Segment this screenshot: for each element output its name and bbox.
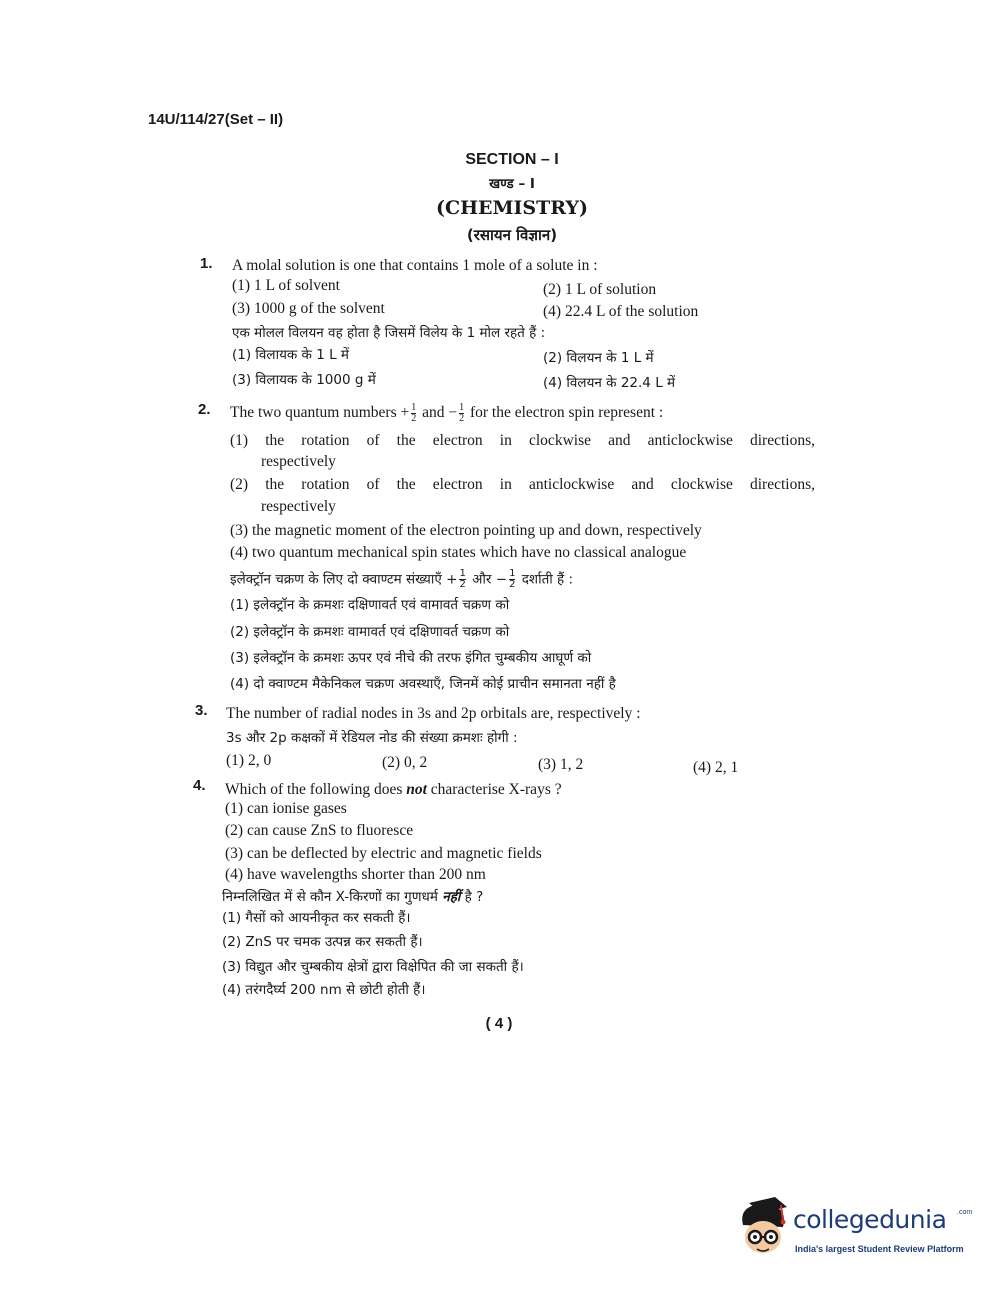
collegedunia-logo[interactable] (735, 1195, 973, 1265)
option: (1) 1 L of solvent (232, 277, 340, 294)
question-text (225, 780, 562, 800)
page-number: ( 4 ) (485, 1015, 513, 1032)
text: Which of the following does (225, 781, 407, 798)
question-text-hindi (230, 569, 573, 590)
emphasis-not: नहीं (442, 889, 461, 905)
numerator: 1 (459, 402, 465, 413)
option: (4) 22.4 L of the solution (543, 303, 699, 320)
text: for the electron spin represent : (466, 404, 664, 422)
option: (1) the rotation of the electron in clockwise and anticlockwise directions, (230, 432, 815, 449)
option-continuation: respectively (261, 498, 336, 515)
subject-title: (CHEMISTRY) (435, 197, 589, 219)
text: characterise X-rays ? (426, 781, 562, 798)
denominator: 2 (459, 413, 465, 424)
text: and − (418, 404, 458, 422)
logo-suffix: .com (957, 1209, 973, 1216)
question-text-hindi: एक मोलल विलयन वह होता है जिसमें विलेय के 1 मोल रहते हैं : (232, 325, 546, 341)
text: निम्नलिखित में से कौन X-किरणों का गुणधर्म (222, 889, 443, 905)
logo-wordmark: collegedunia (793, 1205, 947, 1234)
denominator: 2 (509, 579, 516, 590)
option-hindi: (3) इलेक्ट्रॉन के क्रमशः ऊपर एवं नीचे की तरफ इंगित चुम्बकीय आघूर्ण को (230, 650, 592, 666)
option: (3) 1000 g of the solvent (232, 300, 385, 317)
option-continuation: respectively (261, 453, 336, 470)
denominator: 2 (459, 579, 466, 590)
option: (3) the magnetic moment of the electron pointing up and down, respectively (230, 522, 702, 539)
option-hindi: (4) विलयन के 22.4 L में (543, 375, 676, 391)
numerator: 1 (509, 568, 516, 579)
option: (4) two quantum mechanical spin states which have no classical analogue (230, 544, 687, 561)
option-hindi: (2) इलेक्ट्रॉन के क्रमशः वामावर्त एवं दक्षिणावर्त चक्रण को (230, 624, 510, 640)
question-number: 3. (195, 702, 208, 719)
option-hindi: (4) दो क्वाण्टम मैकेनिकल चक्रण अवस्थाएँ, जिनमें कोई प्राचीन समानता नहीं है (230, 676, 616, 692)
mascot-icon (735, 1195, 793, 1261)
question-text: A molal solution is one that contains 1 mole of a solute in : (232, 257, 598, 274)
section-title-hindi: खण्ड – I (489, 176, 535, 192)
subject-title-hindi: (रसायन विज्ञान) (466, 226, 558, 244)
option: (4) 2, 1 (693, 759, 739, 776)
question-number: 2. (198, 401, 211, 418)
question-text: The number of radial nodes in 3s and 2p orbitals are, respectively : (226, 705, 641, 722)
option: (2) 0, 2 (382, 754, 428, 771)
numerator: 1 (411, 402, 417, 413)
option-hindi: (3) विलायक के 1000 g में (232, 372, 376, 388)
option: (2) the rotation of the electron in anticlockwise and clockwise directions, (230, 476, 815, 493)
emphasis-not: not (406, 781, 427, 798)
text: इलेक्ट्रॉन चक्रण के लिए दो क्वाण्टम संख्याएँ + (230, 571, 458, 588)
option: (3) can be deflected by electric and magnetic fields (225, 845, 542, 862)
option-hindi: (4) तरंगदैर्घ्य 200 nm से छोटी होती हैं। (222, 982, 426, 998)
option-hindi: (1) विलायक के 1 L में (232, 347, 349, 363)
section-title: SECTION – I (465, 151, 559, 168)
option-hindi: (2) विलयन के 1 L में (543, 350, 654, 366)
option-hindi: (1) गैसों को आयनीकृत कर सकती हैं। (222, 910, 411, 926)
option-hindi: (3) विद्युत और चुम्बकीय क्षेत्रों द्वारा विक्षेपित की जा सकती हैं। (222, 959, 524, 975)
fraction-half (509, 569, 515, 590)
option: (2) 1 L of solution (543, 281, 657, 298)
question-text-hindi: 3s और 2p कक्षकों में रेडियल नोड की संख्या क्रमशः होगी : (226, 730, 518, 746)
fraction-half (459, 569, 465, 590)
text: और − (467, 571, 508, 588)
text: दर्शाती हैं : (517, 571, 574, 588)
option: (1) can ionise gases (225, 800, 347, 817)
option: (2) can cause ZnS to fluoresce (225, 822, 414, 839)
question-text (230, 403, 663, 424)
paper-code: 14U/114/27(Set – II) (148, 111, 284, 128)
question-number: 4. (193, 777, 206, 794)
denominator: 2 (411, 413, 417, 424)
option: (4) have wavelengths shorter than 200 nm (225, 866, 486, 883)
text: है ? (460, 889, 484, 905)
question-text-hindi (222, 887, 483, 907)
option: (3) 1, 2 (538, 756, 584, 773)
option: (1) 2, 0 (226, 752, 272, 769)
option-hindi: (1) इलेक्ट्रॉन के क्रमशः दक्षिणावर्त एवं वामावर्त चक्रण को (230, 597, 510, 613)
option-hindi: (2) ZnS पर चमक उत्पन्न कर सकती हैं। (222, 934, 423, 950)
logo-tagline: India's largest Student Review Platform (795, 1244, 964, 1254)
question-number: 1. (200, 255, 213, 272)
fraction-half (411, 403, 416, 424)
fraction-half (459, 403, 464, 424)
text: The two quantum numbers + (230, 404, 410, 422)
numerator: 1 (459, 568, 466, 579)
